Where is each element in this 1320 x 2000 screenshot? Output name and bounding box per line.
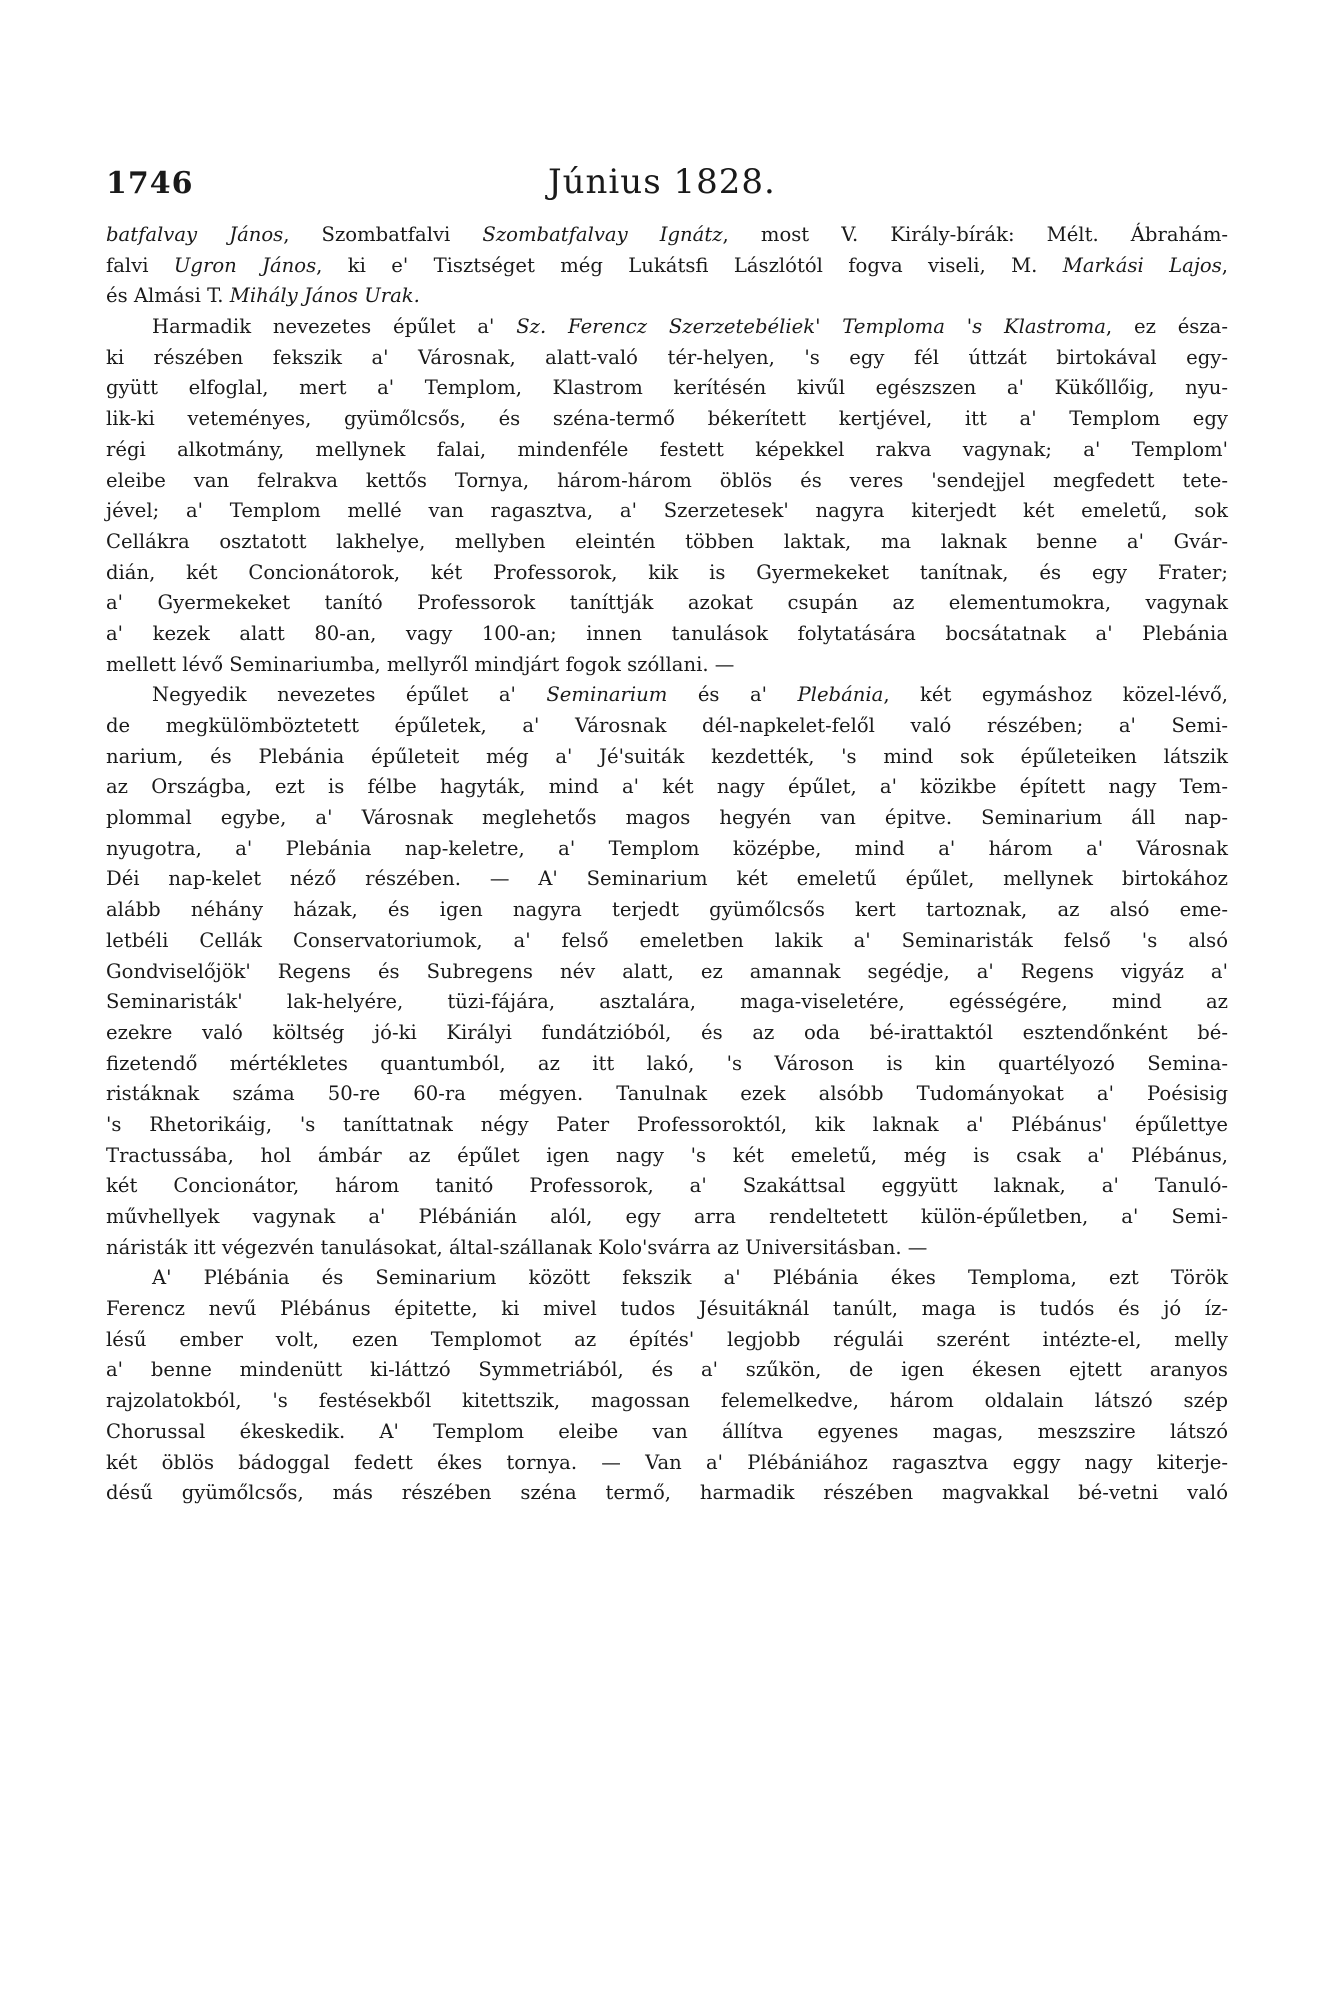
- text-run: gyütt elfoglal, mert a' Templom, Klastrom kerítésén kivűl egészszen a' Kükőllőig, nyu-: [106, 376, 1228, 400]
- text-line: [106, 1355, 1228, 1386]
- text-run: Tractussába, hol ámbár az épűlet igen nagy 's két emeletű, még is csak a' Plébánus,: [106, 1143, 1228, 1167]
- text-run: , két egymáshoz közel-lévő,: [883, 683, 1229, 707]
- text-line: [106, 312, 1228, 343]
- text-run: Chorussal ékeskedik. A' Templom eleibe van állítva egyenes magas, meszszire látszó: [106, 1419, 1228, 1443]
- text-line: [106, 435, 1228, 466]
- text-run: fizetendő mértékletes quantumból, az itt lakó, 's Városon is kin quartélyozó Semina-: [106, 1051, 1228, 1075]
- text-run: alább néhány házak, és igen nagyra terjedt gyümőlcsős kert tartoznak, az alsó eme-: [106, 898, 1228, 922]
- text-run: Déi nap-kelet néző részében. — A' Seminarium két emeletű épűlet, mellynek birtokához: [106, 867, 1228, 891]
- italic-text: Mihály János Urak.: [229, 284, 420, 308]
- italic-text: Sz. Ferencz Szerzetebéliek' Temploma 's Klastroma: [516, 315, 1106, 339]
- text-run: eleibe van felrakva kettős Tornya, három-három öblös és veres 'sendejjel megfedett tete-: [106, 468, 1228, 492]
- text-run: két Concionátor, három tanitó Professorok, a' Szakáttsal eggyütt laknak, a' Tanuló-: [106, 1174, 1228, 1198]
- text-run: és a': [667, 683, 798, 707]
- text-run: , ki e' Tisztséget még Lukátsfi Lászlótól fogva viseli, M.: [316, 253, 1063, 277]
- italic-text: Markási Lajos: [1062, 253, 1222, 277]
- text-run: désű gyümőlcsős, más részében széna termő, harmadik részében magvakkal bé-vetni való: [106, 1481, 1228, 1505]
- text-run: Ferencz nevű Plébánus épitette, ki mivel tudos Jésuitáknál tanúlt, maga is tudós és jó íz-: [106, 1297, 1228, 1321]
- text-line: [106, 772, 1228, 803]
- text-run: narium, és Plebánia épűleteit még a' Jé'suiták kezdették, 's mind sok épűleteiken látszik: [106, 744, 1228, 768]
- italic-text: Plebánia: [797, 683, 884, 707]
- text-run: , ez észa-: [1105, 315, 1228, 339]
- text-run: a' kezek alatt 80-an, vagy 100-an; innen tanulások folytatására bocsátatnak a' Plebánia: [106, 621, 1228, 645]
- text-line: [106, 1478, 1228, 1509]
- text-run: Cellákra osztatott lakhelye, mellyben eleintén többen laktak, ma laknak benne a' Gvár-: [106, 529, 1228, 553]
- text-line: [106, 373, 1228, 404]
- text-line: [106, 1325, 1228, 1356]
- text-run: A' Plébánia és Seminarium között fekszik a' Plébánia ékes Temploma, ezt Török: [152, 1266, 1228, 1290]
- text-line: [106, 650, 1228, 681]
- text-line: [106, 1417, 1228, 1448]
- text-line: [106, 1079, 1228, 1110]
- text-line: [106, 1233, 1228, 1264]
- text-run: dián, két Concionátorok, két Professorok, kik is Gyermekeket tanítnak, és egy Frater;: [106, 560, 1228, 584]
- italic-text: Seminarium: [546, 683, 668, 707]
- text-run: két öblös bádoggal fedett ékes tornya. — Van a' Plébániához ragasztva eggy nagy kiterje-: [106, 1450, 1228, 1474]
- text-line: [106, 1049, 1228, 1080]
- italic-text: batfalvay János: [106, 223, 284, 246]
- text-line: [106, 343, 1228, 374]
- text-run: művhellyek vagynak a' Plébánián alól, egy arra rendeltetett külön-épűletben, a' Semi-: [106, 1205, 1228, 1228]
- text-line: [106, 1141, 1228, 1172]
- text-line: [106, 1202, 1228, 1233]
- text-run: Harmadik nevezetes épűlet a': [152, 315, 517, 339]
- text-line: [106, 895, 1228, 926]
- text-line: [106, 527, 1228, 558]
- text-line: [106, 926, 1228, 957]
- text-line: [106, 1448, 1228, 1479]
- text-run: nyugotra, a' Plebánia nap-keletre, a' Templom középbe, mind a' három a' Városnak: [106, 836, 1228, 860]
- text-run: és Almási T.: [106, 284, 230, 308]
- text-run: lik-ki veteményes, gyümőlcsős, és széna-termő békerített kertjével, itt a' Templom egy: [106, 407, 1228, 431]
- text-run: falvi: [106, 253, 174, 277]
- italic-text: Szombatfalvay Ignátz: [482, 223, 723, 246]
- text-run: régi alkotmány, mellynek falai, mindenféle festett képekkel rakva vagynak; a' Templom': [106, 437, 1228, 461]
- text-line: [106, 1018, 1228, 1049]
- page-title: Június 1828.: [548, 162, 776, 202]
- text-line: [106, 404, 1228, 435]
- text-run: Seminaristák' lak-helyére, tüzi-fájára, asztalára, maga-viseletére, egésségére, mind az: [106, 990, 1228, 1014]
- text-line: [106, 1110, 1228, 1141]
- text-line: [106, 711, 1228, 742]
- text-run: Gondviselőjök' Regens és Subregens név alatt, ez amannak segédje, a' Regens vigyáz a': [106, 959, 1228, 983]
- text-run: az Országba, ezt is félbe hagyták, mind a' két nagy épűlet, a' közikbe épített nagy Tem-: [106, 775, 1228, 799]
- text-line: [106, 251, 1228, 282]
- text-line: [106, 987, 1228, 1018]
- text-run: ,: [1221, 253, 1228, 277]
- text-line: [106, 834, 1228, 865]
- text-line: [106, 281, 1228, 312]
- text-run: a' Gyermekeket tanító Professorok taníttják azokat csupán az elementumokra, vagynak: [106, 591, 1228, 615]
- text-run: náristák itt végezvén tanulásokat, által-szállanak Kolo'svárra az Universitásban. —: [106, 1235, 928, 1259]
- text-line: [106, 1171, 1228, 1202]
- text-line: [106, 1263, 1228, 1294]
- text-line: [106, 680, 1228, 711]
- page-number: 1746: [106, 166, 194, 201]
- text-line: [106, 1294, 1228, 1325]
- text-run: mellett lévő Seminariumba, mellyről mindjárt fogok szóllani. —: [106, 652, 735, 676]
- text-line: [106, 864, 1228, 895]
- text-line: [106, 466, 1228, 497]
- text-line: [106, 1386, 1228, 1417]
- text-run: ristáknak száma 50-re 60-ra mégyen. Tanulnak ezek alsóbb Tudományokat a' Poésisig: [106, 1082, 1228, 1106]
- text-line: [106, 803, 1228, 834]
- text-run: Negyedik nevezetes épűlet a': [152, 683, 547, 707]
- text-run: lésű ember volt, ezen Templomot az építés' legjobb régulái szerént intézte-el, melly: [106, 1327, 1228, 1351]
- text-run: ki részében fekszik a' Városnak, alatt-való tér-helyen, 's egy fél úttzát birtokával egy-: [106, 345, 1228, 369]
- text-run: letbéli Cellák Conservatoriumok, a' felső emeletben lakik a' Seminaristák felső 's alsó: [106, 928, 1228, 952]
- body-text: [106, 220, 1228, 1509]
- text-run: 's Rhetorikáig, 's taníttatnak négy Pater Professoroktól, kik laknak a' Plébánus' épűlettye: [106, 1112, 1228, 1136]
- text-line: [106, 558, 1228, 589]
- text-run: ezekre való költség jó-ki Királyi fundátzióból, és az oda bé-irattaktól esztendőnként bé-: [106, 1020, 1228, 1044]
- text-run: a' benne mindenütt ki-láttzó Symmetriából, és a' szűkön, de igen ékesen ejtett aranyos: [106, 1358, 1228, 1382]
- text-run: , Szombatfalvi: [283, 223, 483, 246]
- text-run: rajzolatokból, 's festésekből kitettszik, magossan felemelkedve, három oldalain látszó szép: [106, 1389, 1228, 1413]
- text-line: [106, 496, 1228, 527]
- text-run: plommal egybe, a' Városnak meglehetős magos hegyén van épitve. Seminarium áll nap-: [106, 806, 1228, 830]
- italic-text: Ugron János: [173, 253, 317, 277]
- text-run: de megkülömböztetett épűletek, a' Városnak dél-napkelet-felől való részében; a' Semi-: [106, 714, 1228, 737]
- text-line: [106, 588, 1228, 619]
- text-run: , most V. Király-bírák: Mélt. Ábrahám-: [722, 223, 1229, 246]
- text-line: [106, 957, 1228, 988]
- text-line: [106, 220, 1228, 251]
- text-line: [106, 742, 1228, 773]
- text-run: jével; a' Templom mellé van ragasztva, a' Szerzetesek' nagyra kiterjedt két emeletű, sok: [106, 499, 1228, 523]
- text-line: [106, 619, 1228, 650]
